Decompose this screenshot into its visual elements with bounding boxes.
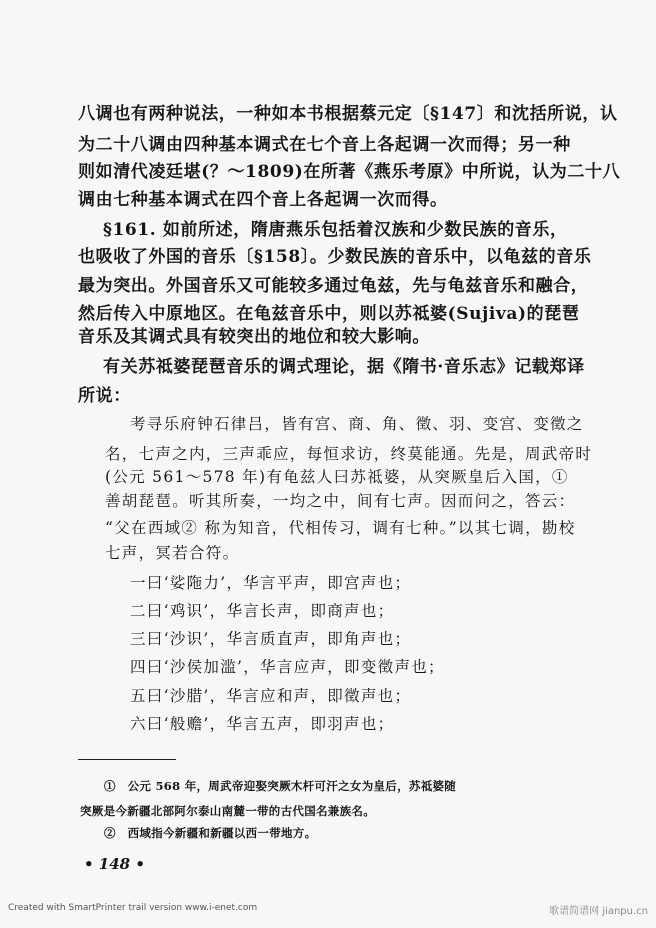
footnote-2: ② 西域指今新疆和新疆以西一带地方。: [104, 826, 317, 840]
footnote-divider: [78, 759, 176, 760]
page-number: • 148 •: [84, 855, 145, 873]
quote-line: 名，七声之内，三声乖应，每恒求访，终莫能通。先是，周武帝时: [105, 445, 593, 463]
quote-line: 善胡琵琶。听其所奏，一均之中，间有七声。因而问之，答云：: [105, 492, 576, 510]
body-line: 八调也有两种说法，一种如本书根据蔡元定〔§147〕和沈括所说，认: [78, 104, 618, 124]
quote-line: (公元 561～578 年)有龟兹人曰苏祗婆，从突厥皇后入国，①: [105, 468, 569, 486]
mode-list-item: 五曰‘沙腊’，华言应和声，即徵声也；: [130, 687, 412, 705]
quote-line: “父在西域② 称为知音，代相传习，调有七种。”以其七调，勘校: [105, 519, 576, 537]
body-line: 也吸收了外国的音乐〔§158〕。少数民族的音乐中，以龟兹的音乐: [78, 247, 592, 267]
site-watermark: 歌谱简谱网 jianpu.cn: [549, 906, 648, 917]
mode-list-item: 一曰‘娑陁力’，华言平声，即宫声也；: [130, 574, 412, 592]
body-line: 为二十八调由四种基本调式在七个音上各起调一次而得；另一种: [78, 135, 571, 155]
mode-list-item: 六曰‘般赡’，华言五声，即羽声也；: [130, 715, 395, 733]
footnote-1: ① 公元 568 年，周武帝迎娶突厥木杆可汗之女为皇后，苏祗婆随: [104, 779, 457, 793]
body-line: 然后传入中原地区。在龟兹音乐中，则以苏祗婆(Sujiva)的琵琶: [78, 304, 580, 324]
footnote-1-continued: 突厥是今新疆北部阿尔泰山南麓一带的古代国名兼族名。: [80, 804, 375, 818]
mode-list-item: 三曰‘沙识’，华言质直声，即角声也；: [130, 630, 412, 648]
body-line: 音乐及其调式具有较突出的地位和较大影响。: [78, 327, 430, 347]
body-line: 调由七种基本调式在四个音上各起调一次而得。: [78, 190, 448, 210]
body-line: 有关苏祗婆琵琶音乐的调式理论，据《隋书·音乐志》记载郑译: [103, 357, 585, 377]
body-line: 则如清代凌廷堪(？～1809)在所著《燕乐考原》中所说，认为二十八: [78, 162, 621, 182]
body-line: 最为突出。外国音乐又可能较多通过龟兹，先与龟兹音乐和融合，: [78, 276, 589, 296]
section-161-heading-line: §161. 如前所述，隋唐燕乐包括着汉族和少数民族的音乐，: [103, 220, 568, 240]
body-line: 所说：: [78, 386, 131, 406]
quote-line: 考寻乐府钟石律吕，皆有宫、商、角、徵、羽、变宫、变徵之: [130, 415, 584, 433]
mode-list-item: 二曰‘鸡识’，华言长声，即商声也；: [130, 602, 395, 620]
quote-line: 七声，冥若合符。: [105, 544, 240, 562]
creator-watermark: Created with SmartPrinter trail version www.i-enet.com: [8, 903, 258, 913]
mode-list-item: 四曰‘沙侯加滥’，华言应声，即变徵声也；: [130, 658, 445, 676]
